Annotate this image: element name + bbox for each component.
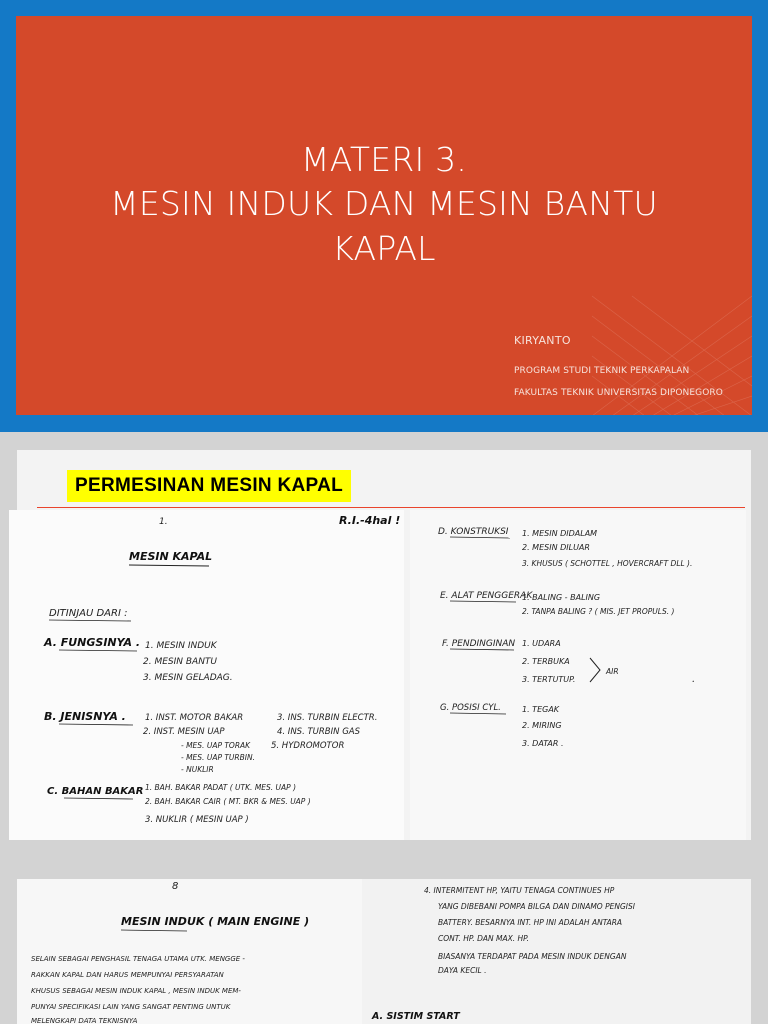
body-line-4: PUNYAI SPECIFIKASI LAIN YANG SANGAT PENTING UNTUK xyxy=(31,1003,231,1011)
title-slide xyxy=(0,0,768,432)
item-g-label: G. POSISI CYL. xyxy=(440,703,501,713)
section-heading: PERMESINAN MESIN KAPAL xyxy=(75,475,344,496)
content-slide-mesin-induk xyxy=(17,879,751,1024)
page-mark: 1. xyxy=(159,517,168,527)
item-f2: 2. TERBUKA xyxy=(522,657,570,666)
item-c3: 3. NUKLIR ( MESIN UAP ) xyxy=(145,815,249,825)
item-e1: 1. BALING - BALING xyxy=(522,593,601,602)
section-start: A. SISTIM START xyxy=(372,1011,460,1022)
body-line-5: MELENGKAPI DATA TEKNISNYA xyxy=(31,1017,138,1024)
body-line-3: KHUSUS SEBAGAI MESIN INDUK KAPAL , MESIN INDUK MEM- xyxy=(31,987,241,995)
item-f1: 1. UDARA xyxy=(522,639,561,648)
scan-title: MESIN KAPAL xyxy=(129,550,213,563)
item-e-label: E. ALAT PENGGERAK xyxy=(440,591,533,601)
item-b1: 1. INST. MOTOR BAKAR xyxy=(145,713,244,723)
item-b2c: - NUKLIR xyxy=(181,765,214,774)
title-slide-panel xyxy=(16,16,752,415)
section-heading-highlight xyxy=(67,470,351,502)
scan-subtitle: DITINJAU DARI : xyxy=(49,608,128,619)
scan-title: MESIN INDUK ( MAIN ENGINE ) xyxy=(121,915,310,928)
item-g1: 1. TEGAK xyxy=(522,705,560,714)
item-e2: 2. TANPA BALING ? ( MIS. JET PROPULS. ) xyxy=(522,607,675,616)
item-a-label: A. FUNGSINYA . xyxy=(44,636,141,649)
author-name: KIRYANTO xyxy=(514,334,571,347)
item-d2: 2. MESIN DILUAR xyxy=(522,543,590,552)
item-d1: 1. MESIN DIDALAM xyxy=(522,529,598,538)
body-line-5: BIASANYA TERDAPAT PADA MESIN INDUK DENGAN xyxy=(438,952,627,961)
item-b5: 5. HYDROMOTOR xyxy=(271,741,345,751)
heading-rule xyxy=(37,507,745,508)
body-line-3: BATTERY. BESARNYA INT. HP INI ADALAH ANTARA xyxy=(438,918,623,927)
decorative-grid xyxy=(592,286,752,415)
corner-note: R.I.-4hal ! xyxy=(339,514,401,527)
item-d3: 3. KHUSUS ( SCHOTTEL , HOVERCRAFT DLL ). xyxy=(522,559,693,568)
item-f-label: F. PENDINGINAN xyxy=(442,639,516,649)
scanned-note-left xyxy=(9,510,404,840)
item-b4: 4. INS. TURBIN GAS xyxy=(277,727,360,737)
item-f3: 3. TERTUTUP. xyxy=(522,675,576,684)
item-a3: 3. MESIN GELADAG. xyxy=(143,673,233,683)
item-a2: 2. MESIN BANTU xyxy=(143,657,218,667)
svg-text:.: . xyxy=(692,674,696,685)
body-line-1: SELAIN SEBAGAI PENGHASIL TENAGA UTAMA UTK. MENGGE - xyxy=(31,955,245,963)
item-b2: 2. INST. MESIN UAP xyxy=(143,727,225,737)
item-d-label: D. KONSTRUKSI xyxy=(438,527,509,537)
scanned-note-intermitent-hp xyxy=(362,879,751,1024)
scanned-note-right xyxy=(410,510,746,840)
item-b-label: B. JENISNYA . xyxy=(44,710,126,723)
body-line-4: CONT. HP. DAN MAX. HP. xyxy=(438,934,530,943)
body-line-2: YANG DIBEBANI POMPA BILGA DAN DINAMO PENGISI xyxy=(438,902,635,911)
scanned-note-main-engine xyxy=(17,879,362,1024)
item-f-air: AIR xyxy=(606,667,619,676)
slide-title-line-2: MESIN INDUK DAN MESIN BANTU xyxy=(110,184,658,223)
item-a1: 1. MESIN INDUK xyxy=(145,641,217,651)
affiliation-faculty: FAKULTAS TEKNIK UNIVERSITAS DIPONEGORO xyxy=(514,388,723,398)
page-mark: 8 xyxy=(172,881,179,892)
slide-title-line-3: KAPAL xyxy=(332,229,436,268)
item-g3: 3. DATAR . xyxy=(522,739,564,748)
body-line-2: RAKKAN KAPAL DAN HARUS MEMPUNYAI PERSYARATAN xyxy=(31,971,224,979)
item-b3: 3. INS. TURBIN ELECTR. xyxy=(277,713,378,723)
item-c-label: C. BAHAN BAKAR xyxy=(47,786,144,797)
item-g2: 2. MIRING xyxy=(522,721,562,730)
item-c2: 2. BAH. BAKAR CAIR ( MT. BKR & MES. UAP ) xyxy=(145,797,311,806)
slide-title-line-1: MATERI 3. xyxy=(301,140,467,179)
content-slide-permesinan xyxy=(17,450,751,840)
item-b2a: - MES. UAP TORAK xyxy=(181,741,251,750)
item-c1: 1. BAH. BAKAR PADAT ( UTK. MES. UAP ) xyxy=(145,783,297,792)
body-line-1: 4. INTERMITENT HP, YAITU TENAGA CONTINUES HP xyxy=(424,886,615,895)
affiliation-program: PROGRAM STUDI TEKNIK PERKAPALAN xyxy=(514,366,690,376)
body-line-6: DAYA KECIL . xyxy=(438,966,487,975)
item-b2b: - MES. UAP TURBIN. xyxy=(181,753,255,762)
